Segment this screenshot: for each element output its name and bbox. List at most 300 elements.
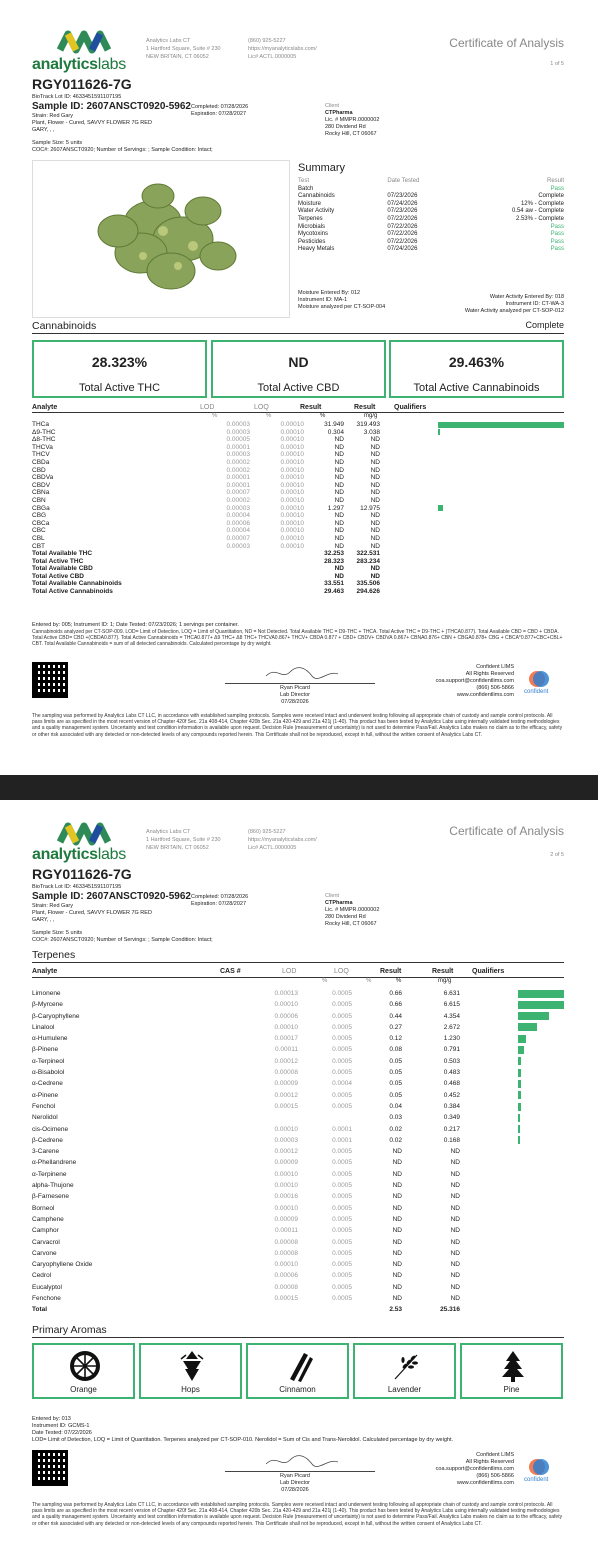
lod-value: 0.00001 [226,474,250,482]
analyte-name: CBDVa [32,474,54,482]
client-label: Client [325,893,340,899]
result-mg: ND [370,451,380,459]
matrix: Plant, Flower - Cured, SAVVY FLOWER 7G RED [32,910,152,916]
analyte-name: CBD [32,466,46,474]
summary-col-result: Result [546,178,564,184]
total-cbd-label: Total Active CBD [257,382,340,394]
terpene-bar [518,1136,520,1144]
lod-value: 0.00003 [226,542,250,550]
terpene-bar [518,1091,521,1099]
lab-website[interactable]: https://myanalyticslabs.com/ [248,837,317,843]
lod-value: 0.00007 [226,489,250,497]
analyte-name: Limonene [32,990,61,997]
result-mg: ND [370,512,380,520]
table-row [32,505,380,513]
lod-value: 0.00010 [274,1204,298,1212]
loq-value: 0.0005 [332,1283,352,1291]
lod-value: 0.00006 [274,1272,298,1280]
spacer [250,580,304,588]
total-name: Total Active THC [32,557,84,565]
summary-date [367,186,465,194]
terp-unit-loq: % [366,978,372,984]
logo-wordmark: analyticslabs [32,56,126,73]
spacer [182,565,250,573]
result-pct: ND [392,1227,402,1235]
lod-value: 0.00009 [274,1080,298,1088]
biotrack-id: BioTrack Lot ID: 4633451591107195 [32,94,122,100]
summary-date: 07/22/2026 [387,223,418,230]
cann-unit-lod: % [212,413,218,419]
analyte-name: 3-Carene [32,1148,60,1156]
result-mg: 0.483 [443,1069,460,1077]
table-row [32,1011,460,1022]
loq-value [298,1112,352,1123]
lod-value: 0.00004 [226,527,250,535]
loq-value: 0.0005 [332,1035,352,1043]
result-pct: ND [334,474,344,482]
analyte-name: CBN [32,496,46,504]
total-cannabinoids-value: 29.463% [448,354,505,370]
completed-date: Completed: 07/28/2026 [191,104,249,110]
spacer [250,550,304,558]
summary-title: Summary [298,162,346,174]
result-mg: ND [370,527,380,535]
terpene-bar [518,1001,564,1009]
lab-contact [248,828,317,852]
summary-row [298,239,564,247]
cann-col-lod: LOD [200,404,215,411]
loq-value: 0.00010 [280,512,304,520]
result-pct: ND [392,1238,402,1246]
table-row [32,467,380,475]
result-mg: ND [370,481,380,489]
analyte-name: α-Humulene [32,1035,68,1043]
lims-rights: All Rights Reserved [465,671,514,677]
table-row [32,988,460,999]
terpene-bar [518,1057,521,1065]
cann-note1: Entered by: 005; Instrument ID: 1; Date Tested: 07/23/2026; 1 servings per container. [32,622,239,628]
result-pct: 0.66 [389,990,402,997]
summary-date: 07/24/2026 [387,200,418,207]
table-row [32,1078,460,1089]
result-pct: 0.05 [389,1080,402,1088]
table-row [32,1169,460,1180]
total-pct: 33.551 [324,580,344,588]
analyte-name: Δ8-THC [32,436,56,444]
result-pct: ND [334,489,344,497]
summary-test: Water Activity [298,208,335,215]
total-pct: 28.323 [324,557,344,565]
result-mg: ND [450,1227,460,1235]
doc-title: Certificate of Analysis [449,36,564,50]
loq-value: 0.0005 [332,1193,352,1201]
product-photo [32,160,290,318]
result-mg: 0.503 [443,1057,460,1065]
divider [32,333,564,334]
lod-value: 0.00007 [226,534,250,542]
total-thc-box [32,340,207,398]
confident-logo-icon [528,1456,550,1478]
analyte-name: Fenchone [32,1295,61,1303]
analyte-name: Fenchol [32,1102,56,1110]
moisture-entered: Moisture Entered By: 012 [298,290,361,296]
result-mg: ND [450,1261,460,1269]
aroma-orange [32,1343,135,1399]
lims-email[interactable]: coa.support@confidentlims.com [435,678,514,684]
result-mg: ND [450,1159,460,1167]
gary-line: GARY, , , [32,917,55,923]
analyte-name: α-Terpineol [32,1057,65,1065]
analyte-name: Borneol [32,1204,55,1212]
strain: Strain: Red Gary [32,903,73,909]
terpene-bar [518,1114,520,1122]
result-pct: ND [392,1193,402,1201]
total-cannabinoids-box [389,340,564,398]
spacer [250,588,304,596]
cann-col-result: Result [300,404,322,411]
loq-value: 0.00010 [280,428,304,436]
lod-value: 0.00008 [274,1249,298,1257]
cinnamon-icon [282,1349,316,1383]
coc-line: COC#: 2607ANSCT0920; Number of Servings: ; Sample Condition: Intact; [32,937,213,943]
qr-code-icon[interactable] [32,1450,68,1486]
aroma-label: Lavender [387,1385,422,1394]
summary-row [298,186,564,194]
lab-website[interactable]: https://myanalyticslabs.com/ [248,46,317,52]
loq-value: 0.00010 [280,421,304,428]
loq-value: 0.0005 [332,1295,352,1303]
result-mg: ND [370,542,380,550]
client-license: Lic. # MMPR.0000002 [325,117,380,123]
terp-col-loq: LOQ [334,968,349,975]
terpene-bar [518,1023,537,1031]
table-row [32,1191,460,1202]
lod-value: 0.00002 [226,458,250,466]
page-number: 1 of 5 [550,61,564,67]
summary-result: Pass [550,223,564,230]
analyte-name: CBNa [32,489,50,497]
terpene-bar [518,1046,524,1054]
lod-value [238,1112,298,1123]
result-pct: 0.304 [327,428,344,436]
spacer [182,580,250,588]
analyte-name: α-Bisabolol [32,1069,65,1077]
result-mg: 0.468 [443,1080,460,1088]
result-mg: 2.672 [443,1023,460,1031]
loq-value: 0.0001 [332,1125,352,1133]
summary-row [298,208,564,216]
summary-result: 12% - Complete [520,200,564,207]
lod-value: 0.00004 [226,512,250,520]
terp-col-analyte: Analyte [32,968,58,975]
analyte-name: CBT [32,542,45,550]
summary-test: Mycotoxins [298,231,329,238]
summary-date: 07/22/2026 [387,231,418,238]
gary-line: GARY, , , [32,127,55,133]
loq-value: 0.00010 [280,527,304,535]
total-name: Total Available THC [32,550,93,558]
summary-result: Pass [550,246,564,253]
result-mg: ND [450,1238,460,1246]
cannabinoids-title: Cannabinoids [32,320,97,332]
divider [32,1337,564,1338]
spacer [298,1304,352,1315]
result-mg: 1.230 [443,1035,460,1043]
total-mg: 283.234 [356,557,380,565]
result-mg: 0.349 [443,1114,460,1122]
analyte-name: Camphor [32,1227,59,1235]
result-pct: ND [334,496,344,504]
client-name: CTPharma [325,110,353,116]
result-pct: ND [334,466,344,474]
total-row [32,558,380,566]
result-mg: 12.975 [360,504,380,512]
wa-instrument: Instrument ID: CT-WA-3 [505,301,564,307]
total-row [32,588,380,596]
analyte-name: α-Phellandrene [32,1159,77,1167]
signature-icon [262,1452,342,1470]
cann-col-analyte: Analyte [32,404,58,411]
total-row [32,565,380,573]
loq-value: 0.0004 [332,1080,352,1088]
loq-value: 0.0005 [332,1012,352,1020]
cann-unit-r1: % [320,413,326,419]
total-row [32,550,380,558]
result-pct: 0.08 [389,1046,402,1054]
terp-instrument: Instrument ID: GCMS-1 [32,1423,90,1429]
result-pct: ND [392,1295,402,1303]
disclaimer: The sampling was performed by Analytics Labs CT LLC, in accordance with established sampling protocols. Samples were received intact and underwent testing following all appropriate chain of custody and sample control protocols. All pass limits are as specified in the most recent version of Chapter 420f Sec. 21a 408-414, Chapter 420b Sec. 21a 420-429 and 21a 421j (1-40). This product has been tested by Analytics Labs using internally validated testing methodologies and a quality management system. Uncertainty and test condition information is available upon request. Decision Rule (measurement of uncertainty) is not used to determine Pass/Fail. Analytics Labs makes no claim as to the efficacy, safety or other risk associated with any detected or non-detected levels of any compounds reported herein. This Certificate shall not be reproduced, except in full, without the written consent of Analytics Labs CT. [32,1502,563,1527]
table-row [32,1022,460,1033]
summary-test: Cannabinoids [298,193,335,200]
terp-notes [32,1416,453,1444]
wa-sop: Water Activity analyzed per CT-SOP-012 [464,308,564,314]
lab-phone: (860) 925-5227 [248,38,286,44]
result-mg: ND [450,1148,460,1156]
total-pct: ND [334,572,344,580]
spacer [238,1304,298,1315]
table-row [32,1237,460,1248]
table-row [32,1203,460,1214]
loq-value: 0.0005 [332,1091,352,1099]
summary-row [298,224,564,232]
terp-unit-lod: % [322,978,328,984]
divider [32,977,564,978]
summary-date: 07/22/2026 [387,238,418,245]
terp-col-result: Result [380,968,402,975]
client-info [325,103,379,138]
analyte-name: β-Pinene [32,1046,59,1054]
lod-value: 0.00009 [274,1159,298,1167]
summary-date: 07/22/2026 [387,215,418,222]
terp-col-qualifiers: Qualifiers [472,968,505,975]
loq-value: 0.00010 [280,458,304,466]
loq-value: 0.0005 [332,1182,352,1190]
lod-value: 0.00012 [274,1057,298,1065]
table-row [32,429,380,437]
loq-value: 0.00010 [280,466,304,474]
terp-date: Date Tested: 07/22/2026 [32,1430,92,1436]
result-pct: 0.02 [389,1125,402,1133]
summary-test: Heavy Metals [298,246,335,253]
loq-value: 0.0005 [332,1148,352,1156]
loq-value: 0.0005 [332,1215,352,1223]
result-mg: ND [370,519,380,527]
result-pct: ND [334,534,344,542]
signature-line [225,683,375,684]
confident-brand: confident [524,1477,549,1483]
terpenes-table [32,988,460,1316]
result-pct: 0.12 [389,1035,402,1043]
table-row [32,436,380,444]
table-row [32,1248,460,1259]
lab-address [146,37,221,61]
signature-icon [262,664,342,682]
summary-date: 07/23/2026 [387,208,418,215]
qr-code-icon[interactable] [32,662,68,698]
table-row [32,497,380,505]
sample-details [32,113,152,134]
result-mg: ND [450,1283,460,1291]
lab-name: Analytics Labs CT [146,38,191,44]
table-row [32,421,380,429]
lod-value: 0.00015 [274,1295,298,1303]
lims-rights: All Rights Reserved [465,1459,514,1465]
analyte-name: Linalool [32,1023,55,1031]
lod-value: 0.00002 [226,466,250,474]
result-pct: 0.66 [389,1001,402,1009]
orange-icon [68,1349,102,1383]
signer-date: 07/28/2026 [281,1487,309,1493]
spacer [182,558,250,566]
summary-test: Microbials [298,223,326,230]
lavender-icon [389,1349,423,1383]
sample-size: Sample Size: 5 units [32,930,83,936]
client-license: Lic. # MMPR.0000002 [325,907,380,913]
page-separator [0,775,598,800]
spacer [182,588,250,596]
water-activity-info [465,294,564,315]
result-pct: 0.02 [389,1136,402,1144]
aroma-label: Cinnamon [279,1385,316,1394]
lod-value: 0.00006 [226,519,250,527]
lims-web[interactable]: www.confidentlims.com [456,692,514,698]
total-name: Total [32,1306,48,1314]
strain: Strain: Red Gary [32,113,73,119]
spacer [182,550,250,558]
table-row [32,1259,460,1270]
completed-date: Completed: 07/28/2026 [191,894,249,900]
result-mg: 0.217 [443,1125,460,1133]
lod-value: 0.00002 [226,496,250,504]
terpenes-title: Terpenes [32,949,76,961]
result-mg: ND [370,496,380,504]
divider [32,412,564,413]
lab-contact [248,37,317,61]
spacer [250,573,304,581]
lims-name: Confident LIMS [476,1452,514,1458]
table-row [32,543,380,551]
lod-value: 0.00003 [274,1136,298,1144]
sample-details [32,903,152,924]
loq-value: 0.0005 [332,1249,352,1257]
terpene-bar [518,1012,549,1020]
loq-value: 0.00010 [280,534,304,542]
terpene-bar [518,1080,521,1088]
summary-row [298,231,564,239]
table-row [32,1056,460,1067]
result-pct: ND [334,458,344,466]
lod-value: 0.00003 [226,504,250,512]
page-number: 2 of 5 [550,852,564,858]
summary-result: Complete [538,193,564,200]
analyte-name: α-Terpinene [32,1170,67,1178]
result-pct: 0.03 [389,1114,402,1122]
analyte-name: CBG [32,512,47,520]
table-row [32,520,380,528]
result-pct: ND [392,1170,402,1178]
terp-unit-r2: mg/g [438,978,452,984]
dates [191,894,248,908]
analyte-name: CBL [32,534,45,542]
analyte-name: β-Caryophyllene [32,1012,80,1020]
result-mg: ND [370,489,380,497]
result-pct: 0.44 [389,1012,402,1020]
table-row [32,474,380,482]
analyte-name: alpha-Thujone [32,1182,74,1190]
signer-name: Ryan Picard [280,685,310,691]
analyte-name: Carvone [32,1249,57,1257]
result-mg: ND [450,1249,460,1257]
result-mg: ND [370,534,380,542]
analyte-name: CBDa [32,458,50,466]
table-row [32,1146,460,1157]
cannabis-flower-image [33,161,289,317]
terp-col-lod: LOD [282,968,297,975]
summary-test: Batch [298,185,314,192]
analyte-name: α-Cedrene [32,1080,63,1088]
loq-value: 0.0005 [332,990,352,997]
lod-value: 0.00010 [274,1001,298,1009]
terp-col-cas: CAS # [220,968,241,975]
lims-web[interactable]: www.confidentlims.com [456,1480,514,1486]
disclaimer: The sampling was performed by Analytics Labs CT LLC, in accordance with established sampling protocols. Samples were received intact and underwent testing following all appropriate chain of custody and sample control protocols. All pass limits are as specified in the most recent version of Chapter 420f Sec. 21a 408-414, Chapter 420b Sec. 21a 420-429 and 21a 421j (1-40). This product has been tested by Analytics Labs using internally validated testing methodologies and a quality management system. Uncertainty and test condition information is available upon request. Decision Rule (measurement of uncertainty) is not used to determine Pass/Fail. Analytics Labs makes no claim as to the efficacy, safety or other risk associated with any detected or non-detected levels of any compounds reported herein. This Certificate shall not be reproduced, except in full, without the written consent of Analytics Labs CT. [32,713,563,738]
analyte-name: THCa [32,421,49,428]
lod-value: 0.00003 [226,451,250,459]
table-row [32,444,380,452]
aroma-label: Pine [503,1385,520,1394]
table-row [32,1033,460,1044]
lims-email[interactable]: coa.support@confidentlims.com [435,1466,514,1472]
sample-id: Sample ID: 2607ANSCT0920-5962 [32,101,191,112]
lab-city: NEW BRITAIN, CT 06052 [146,54,209,60]
signer-title: Lab Director [280,692,310,698]
result-pct: ND [334,527,344,535]
result-pct: ND [334,512,344,520]
summary-date: 07/24/2026 [387,246,418,253]
moisture-instrument: Instrument ID: MA-1 [298,297,348,303]
result-mg: ND [450,1170,460,1178]
result-pct: 31.949 [324,421,344,428]
result-pct: ND [392,1249,402,1257]
table-row [32,1214,460,1225]
summary-result: Pass [550,231,564,238]
loq-value: 0.0005 [332,1159,352,1167]
result-mg: 0.168 [443,1136,460,1144]
result-pct: ND [334,443,344,451]
analyte-name: CBDV [32,481,51,489]
analyte-name: CBGa [32,504,50,512]
